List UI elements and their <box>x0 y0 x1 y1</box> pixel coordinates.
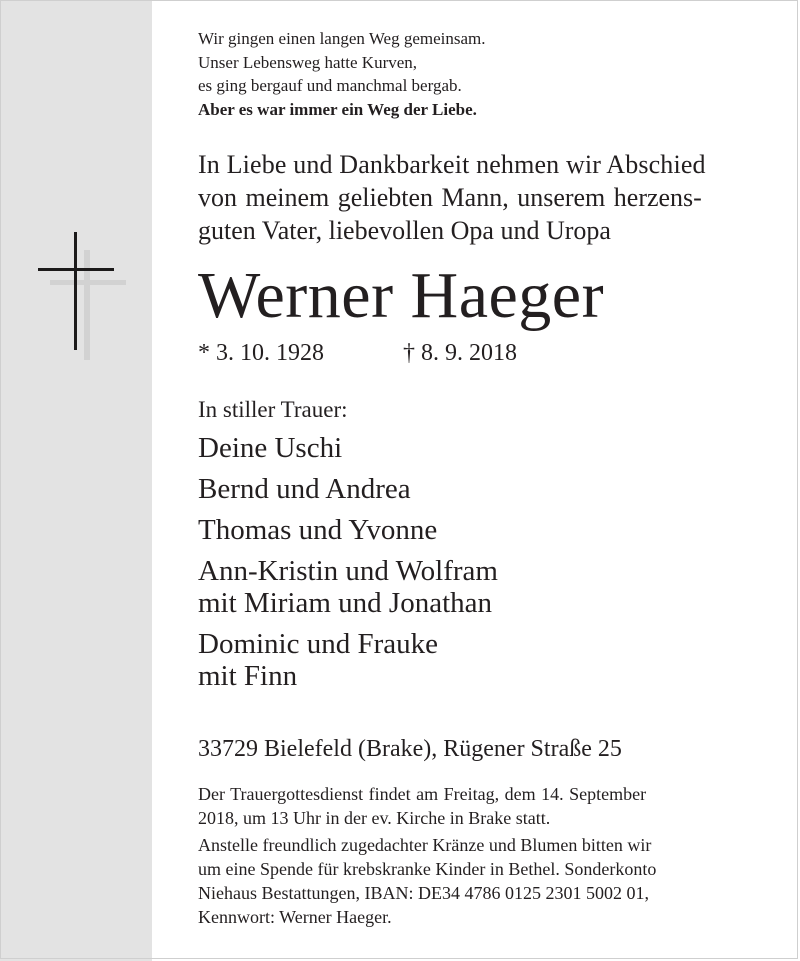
farewell-intro <box>198 148 760 247</box>
mourner-line: Bernd und Andrea <box>198 473 411 505</box>
donation-line: Kennwort: Werner Haeger. <box>198 907 392 927</box>
birth-date: * 3. 10. 1928 <box>198 340 324 366</box>
cross-shadow-vertical <box>84 250 90 360</box>
deceased-name: Werner Haeger <box>198 259 605 332</box>
mourner-entry <box>198 473 498 505</box>
mourner-line: Ann-Kristin und Wolfram <box>198 555 498 587</box>
donation-line: um eine Spende für krebskranke Kinder in Bethel. Sonderkonto <box>198 859 657 879</box>
mourners-list <box>198 432 498 701</box>
mourner-line: Thomas und Yvonne <box>198 514 438 546</box>
service-info <box>198 782 760 929</box>
mourner-line: mit Miriam und Jonathan <box>198 587 492 619</box>
donation-line: Niehaus Bestattungen, IBAN: DE34 4786 0125 2301 5002 01, <box>198 883 649 903</box>
mourner-entry <box>198 628 498 692</box>
poem-line: Wir gingen einen langen Weg gemeinsam. <box>198 29 486 48</box>
address: 33729 Bielefeld (Brake), Rügener Straße 25 <box>198 736 622 762</box>
mourner-line: mit Finn <box>198 660 298 692</box>
cross-vertical-bar <box>74 232 77 350</box>
death-date: † 8. 9. 2018 <box>403 340 517 366</box>
mourner-entry <box>198 555 498 619</box>
mourner-entry <box>198 514 498 546</box>
poem-bold-line: Aber es war immer ein Weg der Liebe. <box>198 99 477 119</box>
cross-horizontal-bar <box>38 268 114 271</box>
intro-line: In Liebe und Dankbarkeit nehmen wir Abschied <box>198 150 706 179</box>
poem-line: Unser Lebensweg hatte Kurven, <box>198 52 418 72</box>
donation-line: Anstelle freundlich zugedachter Kränze und Blumen bitten wir <box>198 835 652 855</box>
poem <box>198 27 486 121</box>
mourner-line: Dominic und Frauke <box>198 628 439 660</box>
mourner-entry <box>198 432 498 464</box>
service-line: 2018, um 13 Uhr in der ev. Kirche in Brake statt. <box>198 808 551 828</box>
poem-line: es ging bergauf und manchmal bergab. <box>198 76 462 95</box>
cross-shadow-horizontal <box>50 280 126 285</box>
service-line: Der Trauergottesdienst findet am Freitag, dem 14. September <box>198 784 647 804</box>
mourners-label: In stiller Trauer: <box>198 397 348 422</box>
life-dates <box>198 338 517 368</box>
mourner-line: Deine Uschi <box>198 432 343 464</box>
intro-line: von meinem geliebten Mann, unserem herzens- <box>198 183 702 212</box>
cross-icon <box>36 232 126 362</box>
intro-line: guten Vater, liebevollen Opa und Uropa <box>198 216 611 245</box>
